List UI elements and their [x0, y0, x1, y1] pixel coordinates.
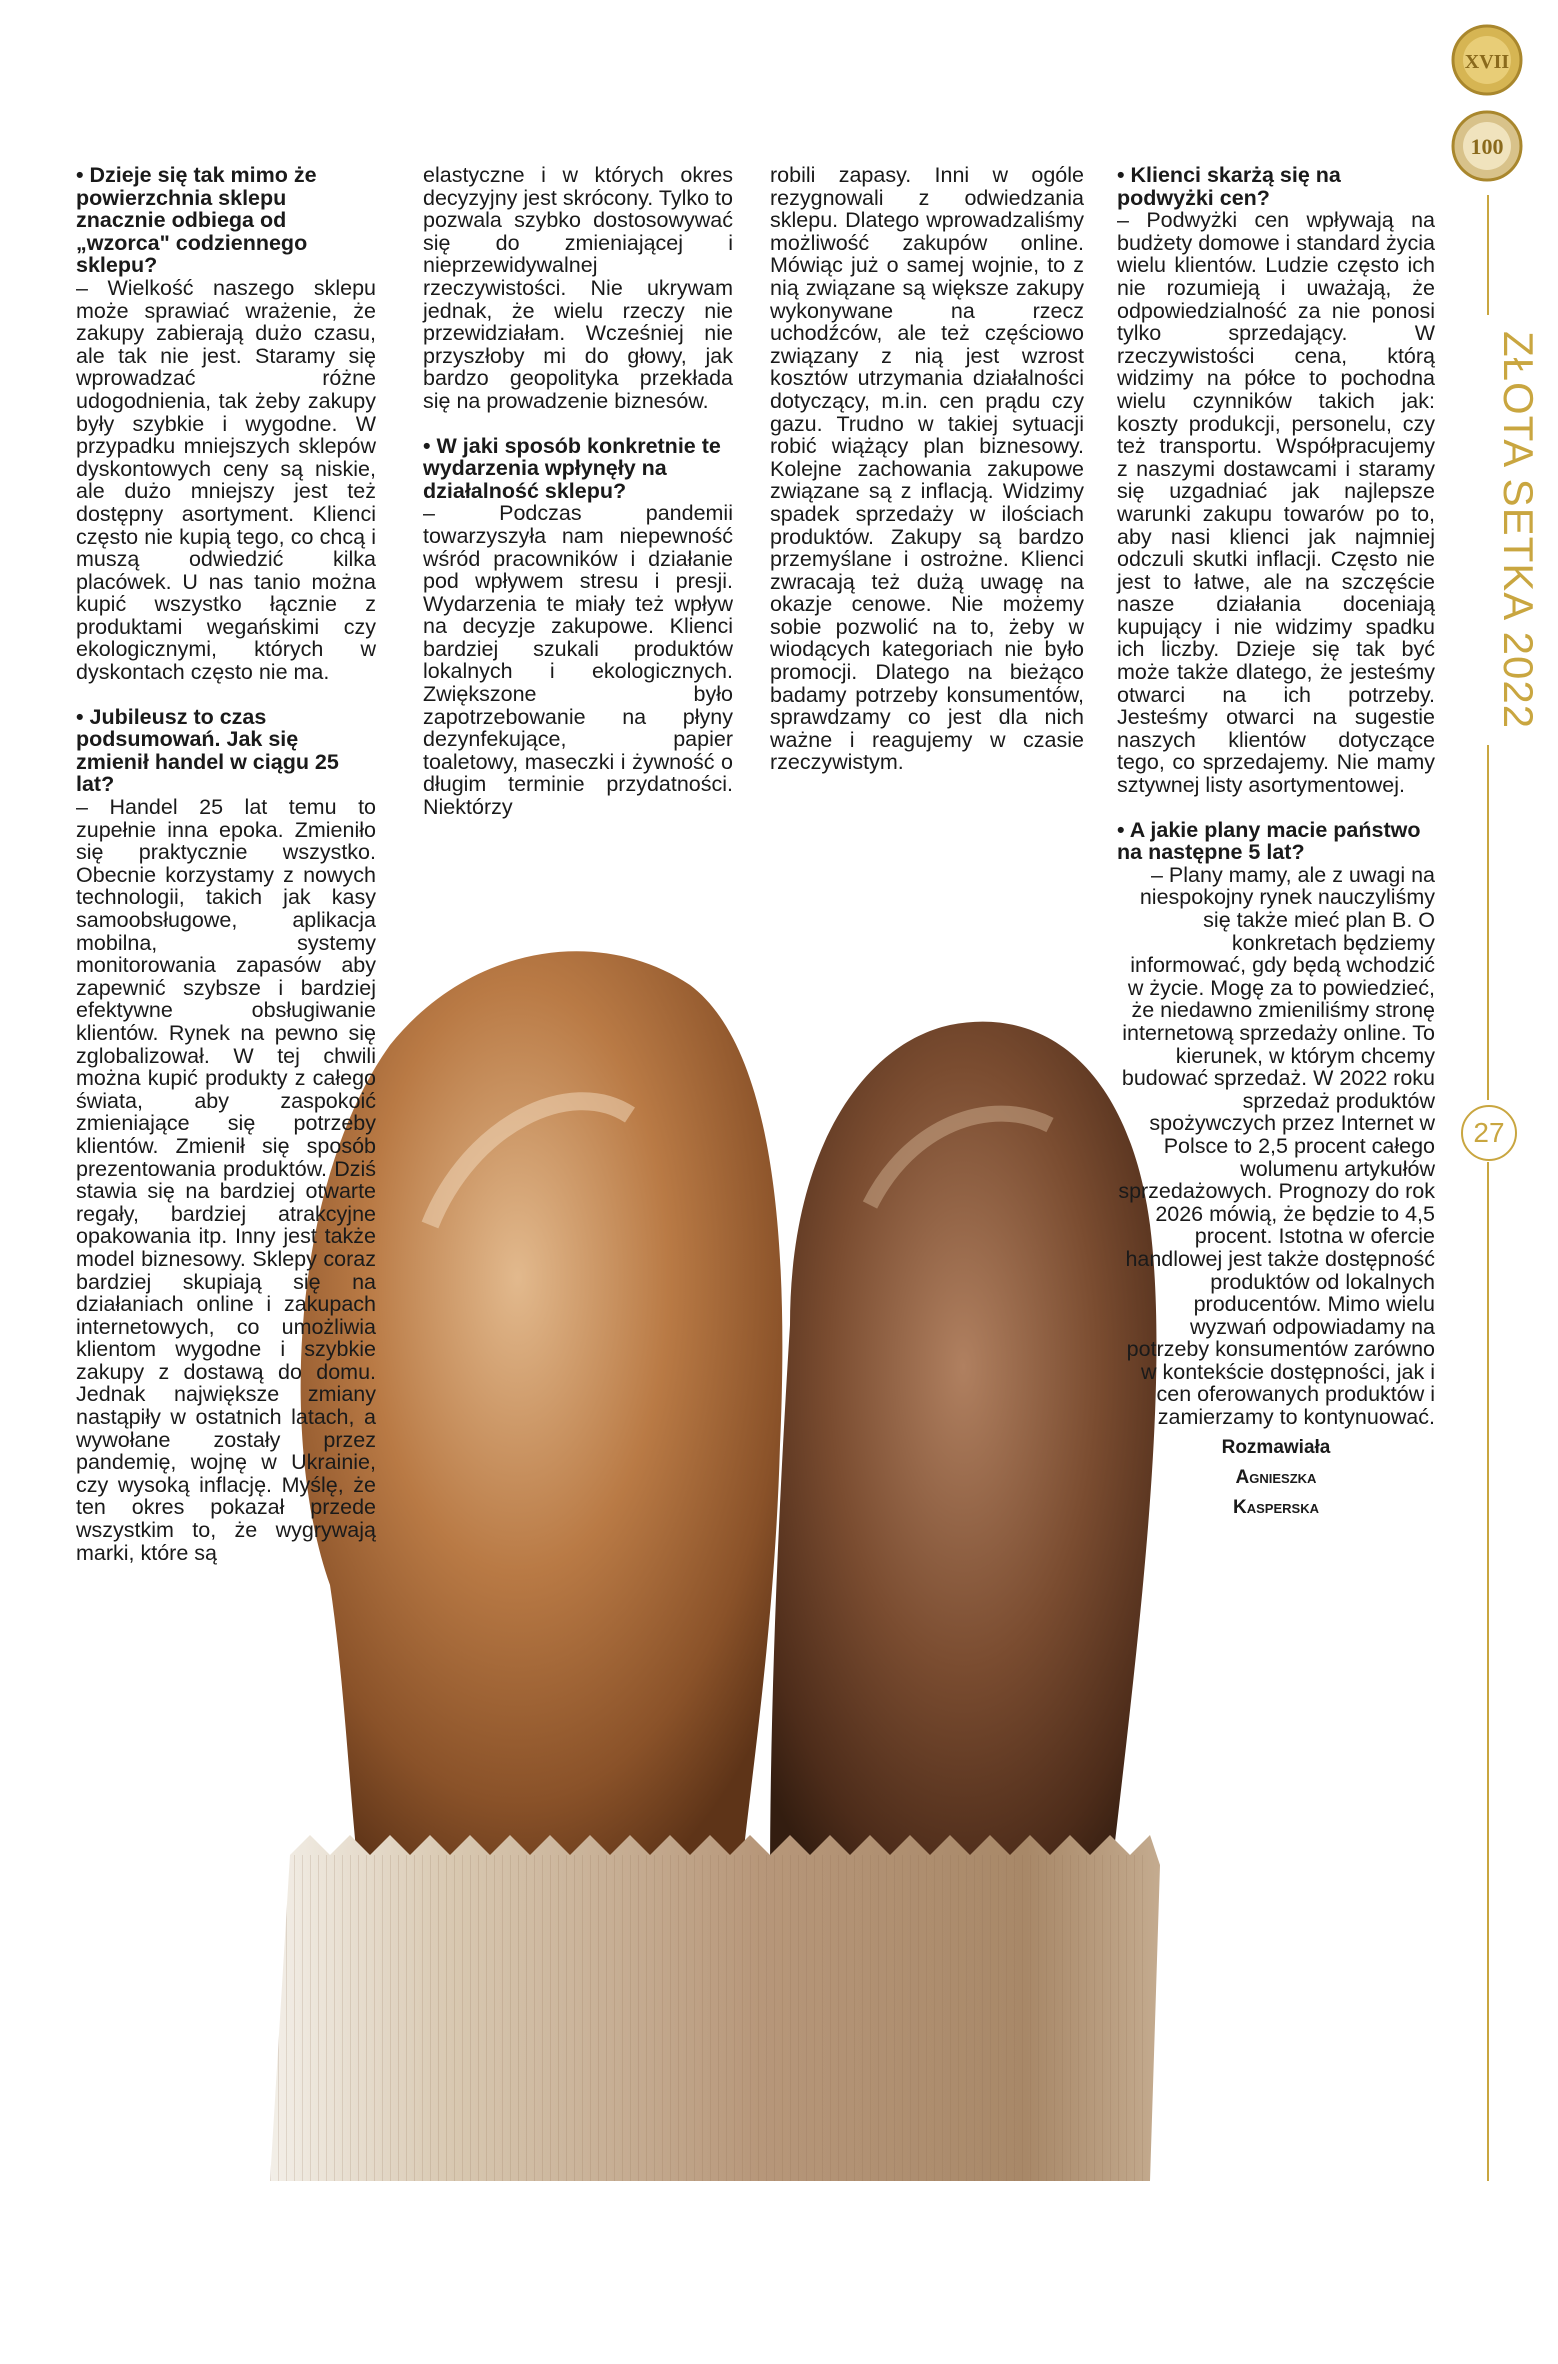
author-last-name: Kasperska: [1233, 1496, 1319, 1518]
badge-top-label: XVII: [1464, 51, 1510, 73]
question-heading: • Jubileusz to czas podsumowań. Jak się zmienił handel w ciągu 25 lat?: [76, 704, 339, 797]
answer-paragraph: elastyczne i w których okres decyzyjny jest skrócony. Tylko to pozwala szybko dostosowywać się do zmieniającej i nieprzewidywalnej rzeczywistości. Nie ukrywam jednak, że wielu rzeczy nie przewidziałam. Wcześniej nie przyszłoby mi do głowy, jak bardzo geopolityka przekłada się na prowadzenie biznesów.: [423, 163, 733, 413]
author-first-name: Agnieszka: [1235, 1466, 1317, 1488]
section-title: ZŁOTA SETKA 2022: [1495, 330, 1542, 730]
side-divider-line: [1487, 195, 1489, 315]
side-divider-line: [1487, 745, 1489, 1100]
answer-paragraph: – Wielkość naszego sklepu może sprawiać wrażenie, że zakupy zabierają dużo czasu, ale tak nie jest. Staramy się wprowadzać różne udogodnienia, tak żeby zakupy były szybkie i wygodne. W przypadku mniejszych sklepów dyskontowych ceny są niskie, ale dużo mniejszy jest też dostępny asortyment. Klienci często nie kupią tego, co chcą i muszą odwiedzić kilka placówek. U nas tanio można kupić wszystko łącznie z produktami wegańskimi czy ekologicznymi, których w dyskontach często nie ma.: [76, 275, 376, 685]
author-signature: [1117, 1433, 1435, 1523]
question-heading: • Dzieje się tak mimo że powierzchnia sklepu znacznie odbiega od „wzorca" codziennego sklepu?: [76, 163, 317, 278]
article-column-3: [770, 164, 1084, 774]
answer-paragraph: – Handel 25 lat temu to zupełnie inna epoka. Zmieniło się praktycznie wszystko. Obecnie korzystamy z nowych technologii, takich jak kasy samoobsługowe, aplikacja mobilna, systemy monitorowania zapasów aby zapewnić szybsze i bardziej efektywne obsługiwanie klientów. Rynek na pewno się zglobalizował. W tej chwili można kupić produkty z całego świata, aby zaspokoić zmieniające się potrzeby klientów. Zmienił się sposób prezentowania produktów. Dziś stawia się na bardziej otwarte regały, bardziej atrakcyjne opakowania itp. Inny jest także model biznesowy. Sklepy coraz bardziej skupiają się na działaniach online i zakupach internetowych, co umożliwia klientom wygodne i szybkie zakupy z dostawą do domu. Jednak największe zmiany nastąpiły w ostatnich latach, a wywołane zostały przez pandemię, wojnę w Ukrainie, czy wysoką inflację. Myślę, że ten okres pokazał przede wszystkim to, że wygrywają marki, które są: [76, 795, 376, 1565]
question-heading: • W jaki sposób konkretnie te wydarzenia wpłynęły na działalność sklepu?: [423, 433, 721, 503]
question-heading: • A jakie plany macie państwo na następne 5 lat?: [1117, 817, 1421, 865]
answer-paragraph: – Plany mamy, ale z uwagi na niespokojny rynek nauczyliśmy się także mieć plan B. O konkretach będziemy informować, gdy będą wchodzić w życie. Mogę za to powiedzieć, że niedawno zmieniliśmy stronę internetową sprzedaży online. To kierunek, w którym chcemy budować sprzedaż. W 2022 roku sprzedaż produktów spożywczych przez Internet w Polsce to 2,5 procent całego wolumenu artykułów sprzedażowych. Prognozy do rok 2026 mówią, że będzie to 4,5 procent. Istotna w ofercie handlowej jest także dostępność produktów od lokalnych producentów. Mimo wielu wyzwań odpowiadamy na potrzeby konsumentów zarówno w kontekście dostępności, jak i cen oferowanych produktów i zamierzamy to kontynuować.: [1118, 862, 1435, 1430]
badge-bottom-label: 100: [1470, 134, 1504, 159]
answer-paragraph: – Podwyżki cen wpływają na budżety domowe i standard życia wielu klientów. Ludzie często ich nie rozumieją i uważają, że odpowiedzialność za nie ponosi tylko sprzedający. W rzeczywistości cena, którą widzimy na półce to pochodna wielu czynników takich jak: koszty produkcji, personelu, czy też transportu. Współpracujemy z naszymi dostawcami i staramy się uzgadniać jak najlepsze warunki zakupu towarów po to, aby nasi klienci jak najmniej odczuli skutki inflacji. Często nie jest to łatwe, ale na szczęście nasze działania doceniają kupujący i nie widzimy spadku ich liczby. Dzieje się tak być może także dlatego, że jesteśmy otwarci na ich potrzeby. Jesteśmy otwarci na sugestie naszych klientów dotyczące tego, co sprzedajemy. Nie mamy sztywnej listy asortymentowej.: [1117, 208, 1435, 798]
article-column-4: [1117, 164, 1435, 1523]
article-column-1: [76, 164, 378, 2364]
answer-paragraph: robili zapasy. Inni w ogóle rezygnowali z odwiedzania sklepu. Dlatego wprowadzaliśmy możliwość zakupów online. Mówiąc już o samej wojnie, to z nią związane są większe zakupy wykonywane na rzecz uchodźców, ale też częściowo związany z nią jest wzrost kosztów utrzymania działalności dotyczący, m.in. cen prądu czy gazu. Trudno w takiej sytuacji robić wiążący plan biznesowy. Kolejne zachowania zakupowe związane są z inflacją. Widzimy spadek sprzedaży w ilościach produktów. Zakupy są bardzo przemyślane i ostrożne. Klienci zwracają też dużą uwagę na okazje cenowe. Nie możemy sobie pozwolić na to, żeby w wiodących kategoriach nie było promocji. Dlatego na bieżąco badamy potrzeby konsumentów, sprawdzamy co jest dla nich ważne i reagujemy w czasie rzeczywistym.: [770, 163, 1084, 775]
badge-icons: [1440, 0, 1558, 200]
side-divider-line: [1487, 1162, 1489, 2181]
question-heading: • Klienci skarżą się na podwyżki cen?: [1117, 163, 1341, 210]
signature-label: Rozmawiała: [1221, 1436, 1331, 1458]
page-number: 27: [1461, 1105, 1517, 1161]
article-column-2: [423, 164, 733, 819]
answer-paragraph: – Podczas pandemii towarzyszyła nam niepewność wśród pracowników i działanie pod wpływem stresu i presji. Wydarzenia te miały też wpływ na decyzje zakupowe. Klienci bardziej szukali produktów lokalnych i ekologicznych. Zwiększone było zapotrzebowanie na płyny dezynfekujące, papier toaletowy, maseczki i żywność o długim terminie przydatności. Niektórzy: [423, 501, 733, 820]
